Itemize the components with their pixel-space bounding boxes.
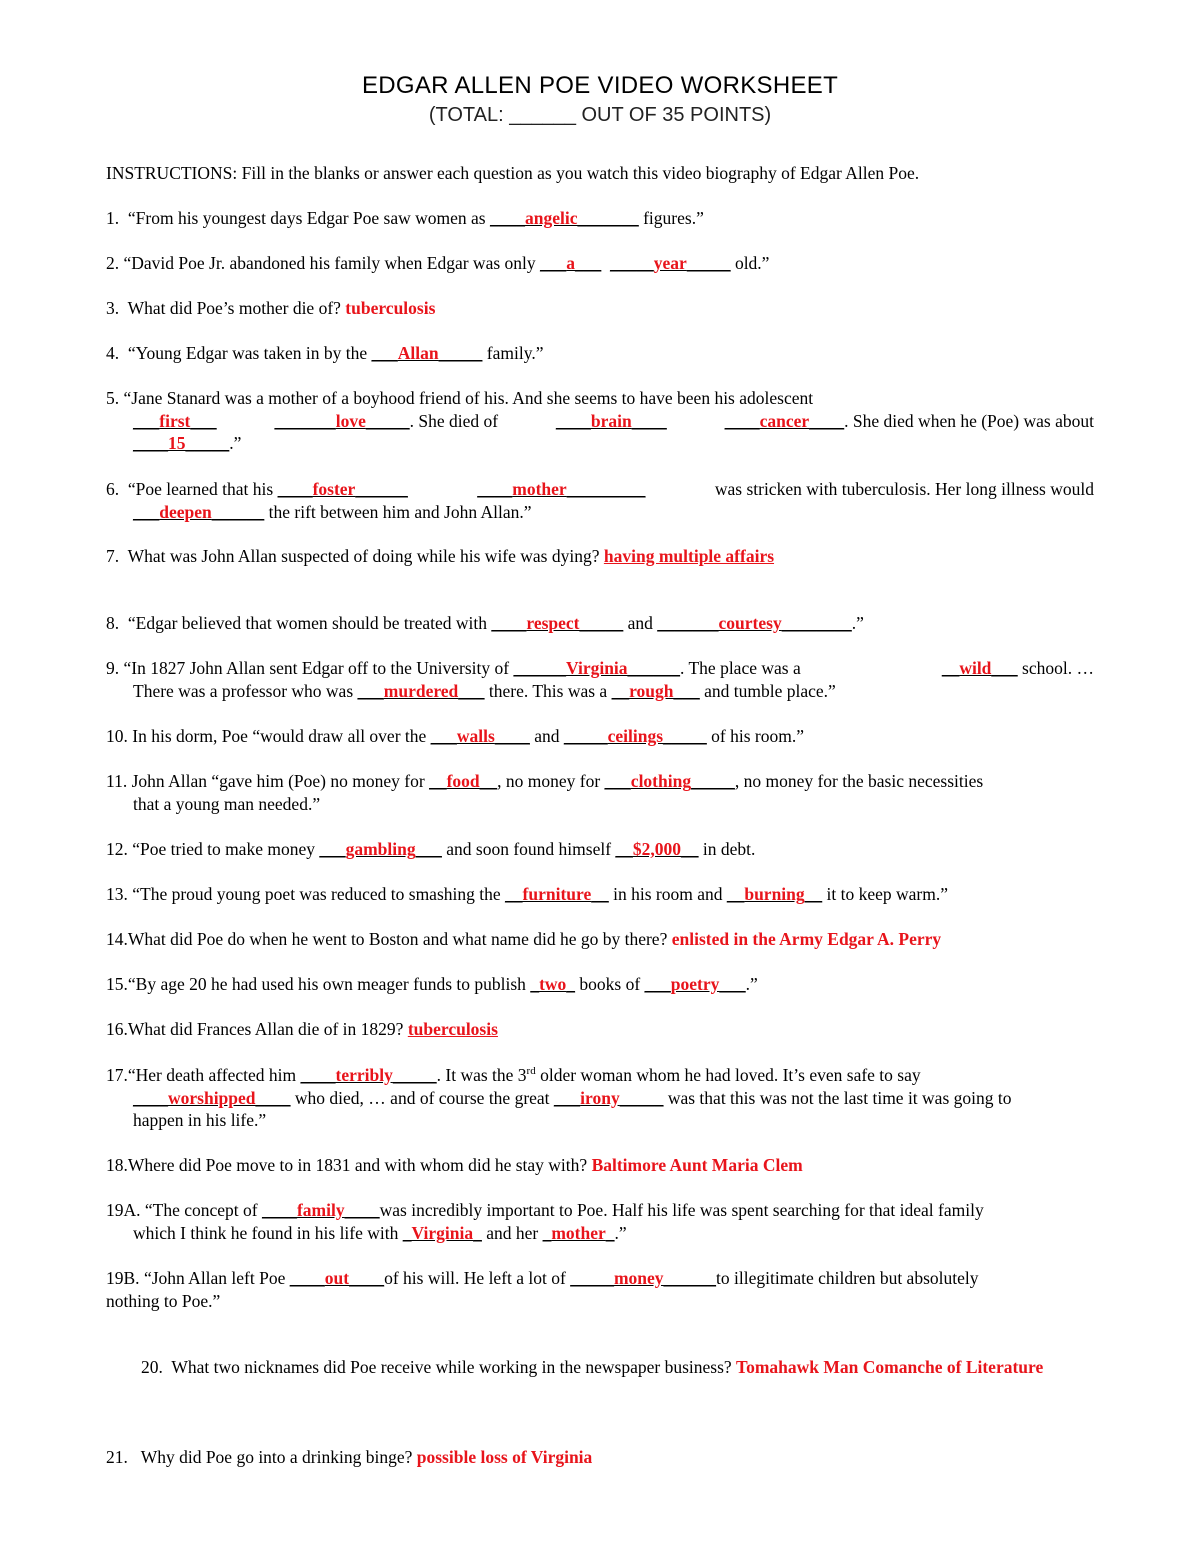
answer-blank: deepen bbox=[159, 501, 212, 522]
answer-blank: angelic bbox=[524, 208, 578, 228]
answer-blank: irony bbox=[580, 1087, 620, 1108]
question-4: 4. “Young Edgar was taken in by the ___Allan_____ family.” bbox=[106, 343, 544, 363]
question-21: 21. Why did Poe go into a drinking binge? possible loss of Virginia bbox=[106, 1447, 593, 1467]
question-19a: 19A. “The concept of ____family____was incredibly important to Poe. Half his life was spent searching for that ideal family which I think he found in his life with _Virginia_ and her _mother_.” bbox=[106, 1200, 984, 1243]
answer-blank: wild bbox=[959, 658, 992, 678]
question-19b: 19B. “John Allan left Poe ____out____of his will. He left a lot of _____money______to illegitimate children but absolutely nothing to Poe.” bbox=[106, 1268, 979, 1311]
answer-blank: year bbox=[653, 253, 687, 273]
answer-blank: out bbox=[324, 1268, 350, 1288]
question-2: 2. “David Poe Jr. abandoned his family when Edgar was only ___a___ _____year_____ old.” bbox=[106, 253, 770, 273]
answer-blank: gambling bbox=[345, 839, 416, 859]
answer-blank: worshipped bbox=[168, 1087, 256, 1108]
answer-blank: terribly bbox=[335, 1065, 393, 1085]
answer-blank: Allan bbox=[397, 343, 439, 363]
question-8: 8. “Edgar believed that women should be treated with ____respect_____ and _______courtesy________.” bbox=[106, 613, 864, 633]
answer-blank: furniture bbox=[522, 884, 592, 904]
answer-blank: respect bbox=[526, 613, 580, 633]
answer-blank: family bbox=[296, 1200, 345, 1220]
answer-blank: two bbox=[539, 974, 567, 994]
answer-blank: mother bbox=[551, 1222, 606, 1243]
answer-text: tuberculosis bbox=[407, 1019, 498, 1039]
answer-text: tuberculosis bbox=[345, 298, 436, 318]
question-17: 17.“Her death affected him ____terribly_____. It was the 3rd older woman whom he had loved. It’s even safe to say ____worshipped____ who died, … and of course the great ___irony_____ was that this was not the last time it was going to happen in his life.” bbox=[106, 1065, 1012, 1130]
question-number: 1. bbox=[106, 208, 120, 228]
question-20: 20. What two nicknames did Poe receive while working in the newspaper business? Tomahawk Man Comanche of Literature bbox=[141, 1357, 1044, 1377]
answer-blank: $2,000 bbox=[632, 839, 682, 859]
question-11: 11. John Allan “gave him (Poe) no money for __food__, no money for ___clothing_____, no money for the basic necessities that a young man needed.” bbox=[106, 771, 984, 814]
page-subtitle: (TOTAL: ______ OUT OF 35 POINTS) bbox=[428, 104, 772, 126]
question-9: 9. “In 1827 John Allan sent Edgar off to the University of ______Virginia______. The place was a __wild___ school. … There was a professor who was ___murdered___ there. This was a __rough___ and tumble place.” bbox=[106, 658, 1094, 701]
answer-blank: rough bbox=[629, 680, 674, 701]
question-14: 14.What did Poe do when he went to Boston and what name did he go by there? enlisted in the Army Edgar A. Perry bbox=[106, 929, 942, 949]
question-7: 7. What was John Allan suspected of doing while his wife was dying? having multiple affairs bbox=[106, 546, 775, 566]
answer-text: Tomahawk Man Comanche of Literature bbox=[736, 1357, 1044, 1377]
answer-blank: murdered bbox=[383, 680, 459, 701]
question-15: 15.“By age 20 he had used his own meager funds to publish _two_ books of ___poetry___.” bbox=[106, 974, 758, 994]
instructions: INSTRUCTIONS: Fill in the blanks or answer each question as you watch this video biography of Edgar Allen Poe. bbox=[106, 163, 920, 183]
answer-blank: brain bbox=[590, 410, 632, 431]
answer-blank: foster bbox=[312, 479, 356, 499]
question-18: 18.Where did Poe move to in 1831 and with whom did he stay with? Baltimore Aunt Maria Clem bbox=[106, 1155, 803, 1175]
answer-text: enlisted in the Army Edgar A. Perry bbox=[671, 929, 942, 949]
answer-blank: a bbox=[566, 253, 576, 273]
answer-blank: mother bbox=[512, 479, 567, 499]
question-5: 5. “Jane Stanard was a mother of a boyhood friend of his. And she seems to have been his adolescent ___first___ _______love_____. She died of ____brain____ ____cancer____. She died when he (Poe) was about ____15_____.” bbox=[106, 388, 1094, 453]
answer-blank: poetry bbox=[670, 974, 720, 994]
answer-blank: clothing bbox=[630, 771, 692, 791]
question-3: 3. What did Poe’s mother die of? tuberculosis bbox=[106, 298, 436, 318]
answer-blank: courtesy bbox=[718, 613, 782, 633]
answer-text: having multiple affairs bbox=[603, 546, 775, 566]
answer-blank: walls bbox=[456, 726, 495, 746]
question-16: 16.What did Frances Allan die of in 1829? tuberculosis bbox=[106, 1019, 498, 1039]
answer-blank: ceilings bbox=[607, 726, 664, 746]
answer-blank: 15 bbox=[168, 433, 186, 453]
answer-blank: money bbox=[613, 1268, 664, 1288]
answer-blank: Virginia bbox=[411, 1222, 474, 1243]
answer-blank: Virginia bbox=[565, 658, 628, 678]
answer-text: possible loss of Virginia bbox=[416, 1447, 593, 1467]
question-6: 6. “Poe learned that his ____foster______ ____mother_________ was stricken with tuberculosis. Her long illness would ___deepen______ the rift between him and John Allan.” bbox=[106, 479, 1094, 522]
question-1: 1. “From his youngest days Edgar Poe saw women as ____angelic_______ figures.” bbox=[106, 208, 704, 228]
answer-blank: food bbox=[446, 771, 480, 791]
answer-blank: first bbox=[159, 410, 191, 431]
answer-blank: love bbox=[335, 410, 366, 431]
answer-blank: burning bbox=[744, 884, 805, 904]
question-12: 12. “Poe tried to make money ___gambling___ and soon found himself __$2,000__ in debt. bbox=[106, 839, 756, 859]
question-10: 10. In his dorm, Poe “would draw all over the ___walls____ and _____ceilings_____ of his room.” bbox=[106, 726, 805, 746]
question-13: 13. “The proud young poet was reduced to smashing the __furniture__ in his room and __burning__ it to keep warm.” bbox=[106, 884, 949, 904]
answer-blank: cancer bbox=[759, 410, 810, 431]
page-title: EDGAR ALLEN POE VIDEO WORKSHEET bbox=[361, 72, 839, 99]
answer-text: Baltimore Aunt Maria Clem bbox=[591, 1155, 803, 1175]
